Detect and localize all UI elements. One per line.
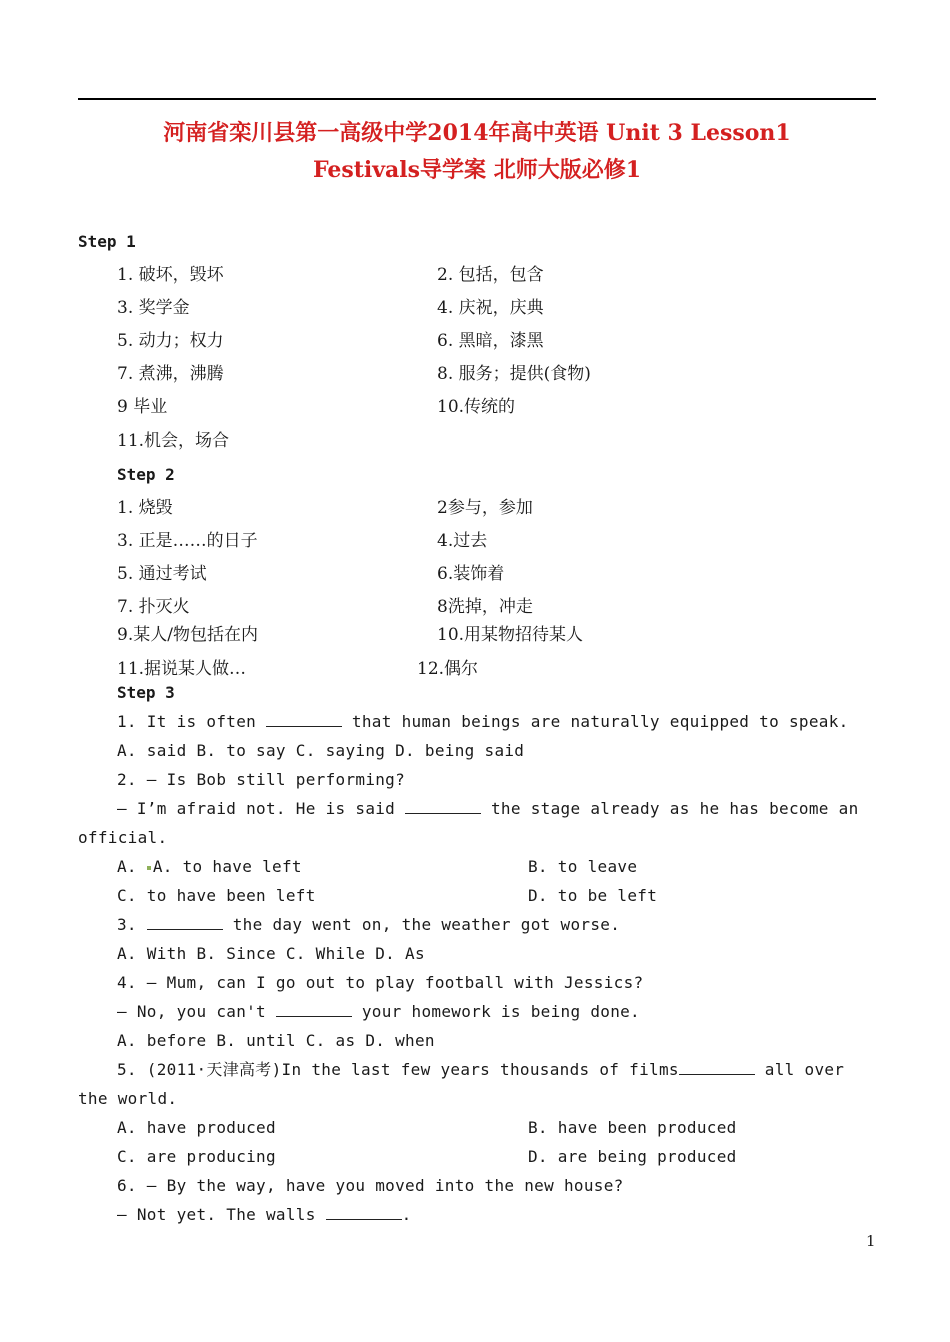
step1-item: 7. 煮沸，沸腾 [117,364,224,384]
question-6: 6. — By the way, have you moved into the new house? [117,1176,624,1195]
answer-blank [147,915,223,930]
page-number: 1 [866,1232,876,1250]
answer-blank [405,799,481,814]
document-title-line-2: Festivals导学案 北师大版必修1 [312,157,642,183]
step1-item: 10.传统的 [437,397,516,417]
step1-item: 4. 庆祝，庆典 [437,298,544,318]
mark-dot [147,866,151,870]
answer-blank [276,1002,352,1017]
document-title-line-1: 河南省栾川县第一高级中学2014年高中英语 Unit 3 Lesson1 [163,120,791,146]
question-4: 4. — Mum, can I go out to play football with Jessics? [117,973,644,992]
top-rule [78,98,876,100]
answer-blank [679,1060,755,1075]
step3-heading: Step 3 [117,683,175,702]
question-2-line-2: — I’m afraid not. He is said the stage already as he has become an [117,799,859,818]
answer-blank [266,712,342,727]
question-5-option-b: B. have been produced [528,1118,737,1137]
step2-heading: Step 2 [117,465,175,484]
question-1: 1. It is often that human beings are naturally equipped to speak. [117,712,849,731]
question-2-option-a: A. A. to have left [117,857,302,876]
question-5: 5. (2011·天津高考)In the last few years thousands of films all over [117,1060,845,1079]
question-5-line-2: the world. [78,1089,178,1108]
question-2-option-c: C. to have been left [117,886,316,905]
question-4-line-2: — No, you can't your homework is being done. [117,1002,640,1021]
question-6-line-2: — Not yet. The walls . [117,1205,412,1224]
step2-item: 11.据说某人做… [117,659,247,679]
step2-item: 7. 扑灭火 [117,597,190,617]
step2-item: 10.用某物招待某人 [437,625,584,645]
step1-item: 3. 奖学金 [117,298,190,318]
step1-item: 11.机会，场合 [117,431,230,451]
step2-item: 2参与，参加 [437,498,533,518]
question-3: 3. the day went on, the weather got worse. [117,915,621,934]
question-5-option-c: C. are producing [117,1147,276,1166]
question-2: 2. — Is Bob still performing? [117,770,406,789]
step2-item: 8洗掉，冲走 [437,597,533,617]
step1-item: 9 毕业 [117,397,168,417]
answer-blank [326,1205,402,1220]
step1-item: 5. 动力；权力 [117,331,224,351]
question-1-options: A. said B. to say C. saying D. being said [117,741,525,760]
question-4-options: A. before B. until C. as D. when [117,1031,435,1050]
step2-item: 9.某人/物包括在内 [117,625,258,645]
step1-item: 2. 包括，包含 [437,265,544,285]
step1-item: 8. 服务；提供(食物) [437,364,591,384]
step1-heading: Step 1 [78,232,136,251]
question-5-option-d: D. are being produced [528,1147,737,1166]
step2-item: 1. 烧毁 [117,498,173,518]
step2-item: 12.偶尔 [417,659,479,679]
question-2-line-3: official. [78,828,168,847]
step1-item: 6. 黑暗，漆黑 [437,331,544,351]
question-2-option-d: D. to be left [528,886,658,905]
question-3-options: A. With B. Since C. While D. As [117,944,425,963]
question-5-option-a: A. have produced [117,1118,276,1137]
step2-item: 5. 通过考试 [117,564,207,584]
step2-item: 6.装饰着 [437,564,505,584]
step2-item: 3. 正是……的日子 [117,531,258,551]
step2-item: 4.过去 [437,531,488,551]
question-2-option-b: B. to leave [528,857,638,876]
step1-item: 1. 破坏，毁坏 [117,265,224,285]
